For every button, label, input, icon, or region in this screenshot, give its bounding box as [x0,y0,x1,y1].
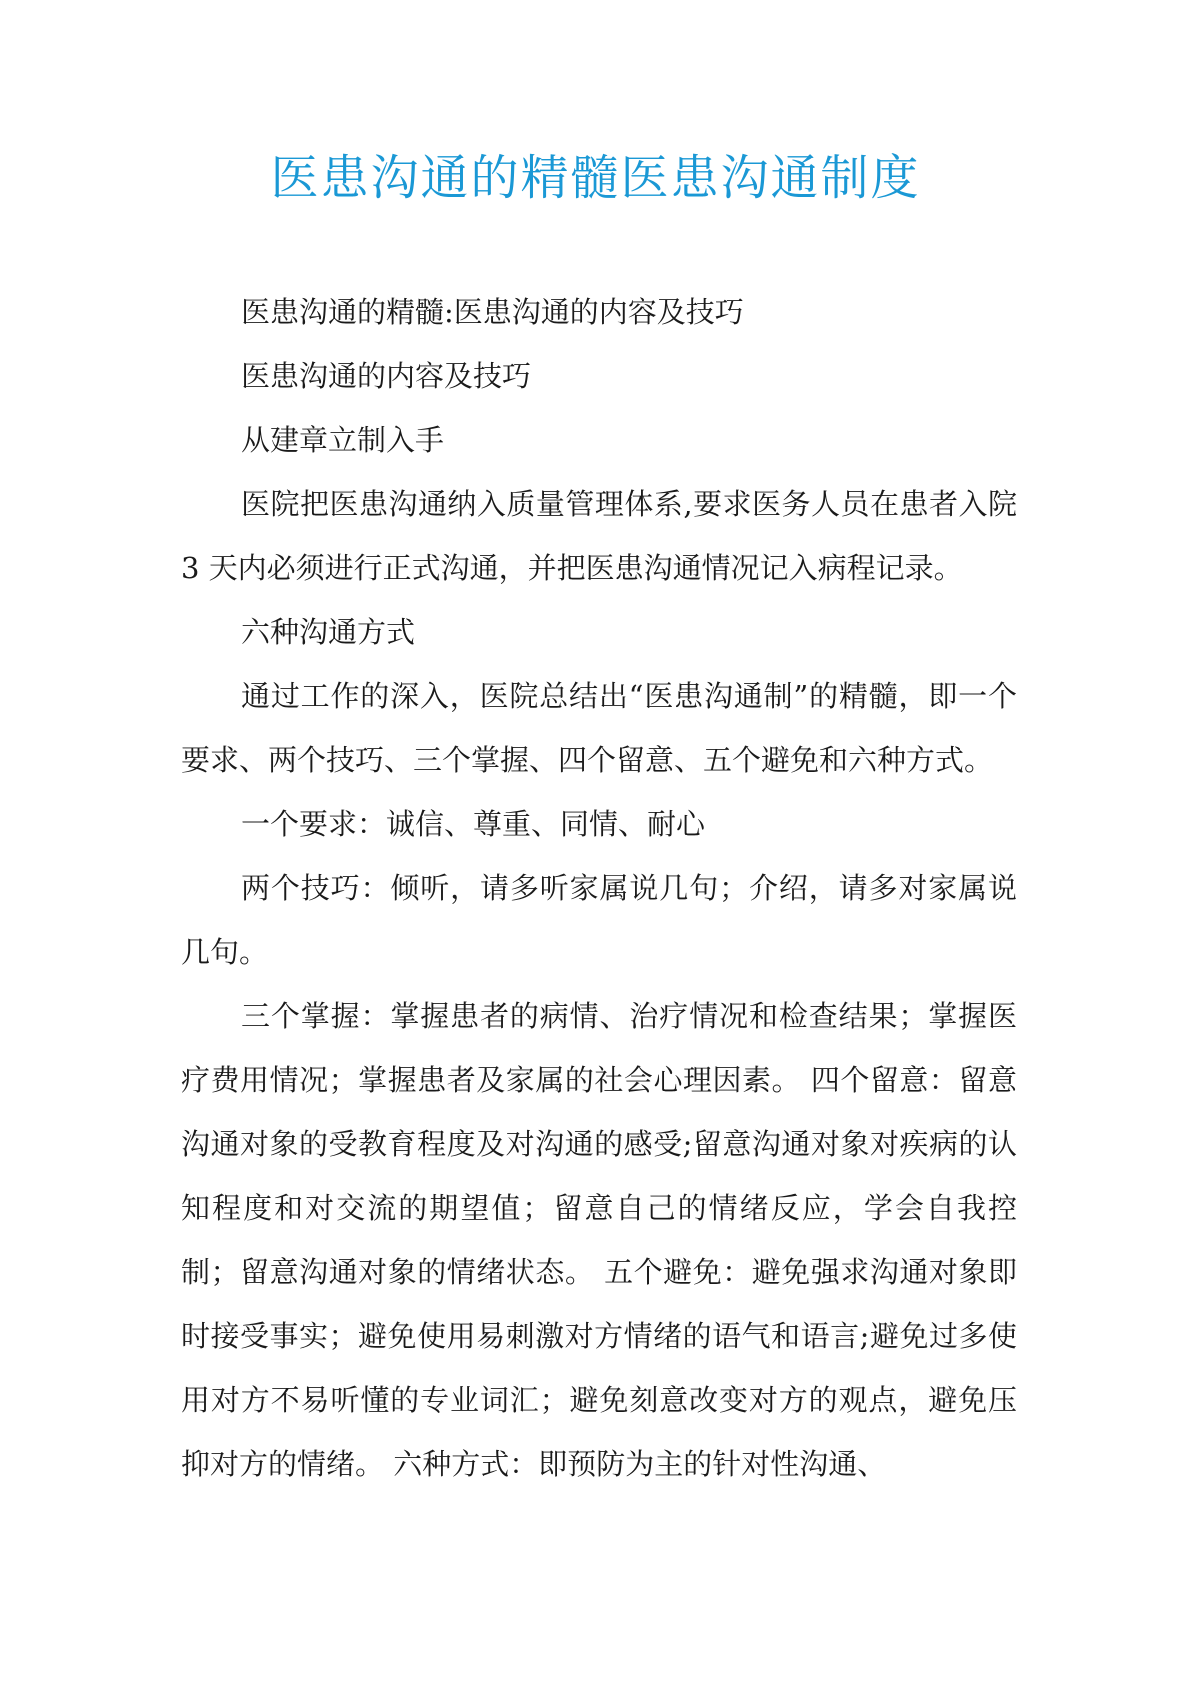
document-title: 医患沟通的精髓医患沟通制度 [270,150,921,206]
paragraph: 两个技巧：倾听，请多听家属说几句；介绍，请多对家属说几句。 [181,871,1017,969]
paragraph: 医院把医患沟通纳入质量管理体系,要求医务人员在患者入院 3 天内必须进行正式沟通，并把医患沟通情况记入病程记录。 [181,487,1017,585]
paragraph: 医患沟通的精髓:医患沟通的内容及技巧 [241,295,744,329]
paragraph: 六种沟通方式 [241,615,416,649]
paragraph: 三个掌握：掌握患者的病情、治疗情况和检查结果；掌握医疗费用情况；掌握患者及家属的社会心理因素。 四个留意：留意沟通对象的受教育程度及对沟通的感受;留意沟通对象对疾病的认知程度和对交流的期望值；留意自己的情绪反应，学会自我控制；留意沟通对象的情绪状态。 五个避免：避免强求沟通对象即时接受事实；避免使用易刺激对方情绪的语气和语言;避免过多使用对方不易听懂的专业词汇；避免刻意改变对方的观点，避免压抑对方的情绪。 六种方式：即预防为主的针对性沟通、 [181,999,1017,1481]
paragraph: 从建章立制入手 [241,423,445,457]
paragraph: 医患沟通的内容及技巧 [241,359,532,393]
document-body [181,280,1017,1496]
paragraph: 一个要求：诚信、尊重、同情、耐心 [241,807,706,841]
paragraph: 通过工作的深入，医院总结出“医患沟通制”的精髓，即一个要求、两个技巧、三个掌握、四个留意、五个避免和六种方式。 [181,679,1017,777]
